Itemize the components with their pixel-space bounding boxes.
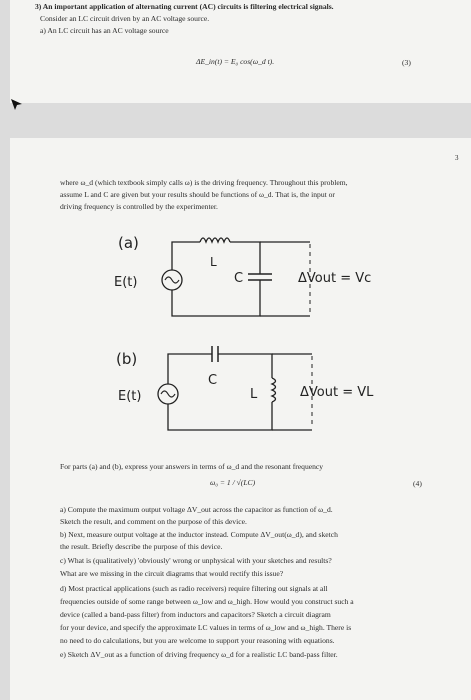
question-d-line-2: frequencies outside of some range between ω_low and ω_high. How would you construct such a	[60, 597, 354, 606]
intro-line-3: driving frequency is controlled by the experimenter.	[60, 202, 218, 211]
question-b-line-2: the result. Briefly describe the purpose of this device.	[60, 542, 223, 551]
circuit-b-inductor-label: L	[250, 387, 258, 402]
equation-4-number: (4)	[413, 479, 422, 488]
question-e-line-1: e) Sketch ΔV_out as a function of driving frequency ω_d for a realistic LC band-pass filter.	[60, 650, 338, 659]
circuit-b-diagram	[10, 338, 471, 458]
problem-3a-line: a) An LC circuit has an AC voltage source	[40, 26, 169, 35]
circuit-b-label: (b)	[116, 350, 138, 368]
circuit-b-output-label: ΔVout = VL	[300, 385, 374, 400]
circuit-a-output-label: ΔVout = Vc	[298, 271, 372, 286]
question-b-line-1: b) Next, measure output voltage at the inductor instead. Compute ΔV_out(ω_d), and sketch	[60, 530, 338, 539]
page-3	[10, 138, 471, 700]
circuit-a-capacitor-label: C	[234, 271, 244, 286]
question-d-line-3: device (called a band-pass filter) from inductors and capacitors? Sketch a circuit diagram	[60, 610, 331, 619]
circuit-a-inductor-label: L	[210, 255, 217, 269]
question-a-line-1: a) Compute the maximum output voltage ΔV_out across the capacitor as function of ω_d.	[60, 505, 333, 514]
circuit-a-diagram	[10, 218, 471, 338]
equation-3-number: (3)	[402, 58, 411, 67]
question-a-line-2: Sketch the result, and comment on the purpose of this device.	[60, 517, 247, 526]
question-d-line-4: for your device, and specify the approximate LC values in terms of ω_low and ω_high. There is	[60, 623, 352, 632]
question-d-line-1: d) Most practical applications (such as radio receivers) require filtering out signals at all	[60, 584, 328, 593]
cursor-arrow-icon	[10, 98, 24, 112]
circuit-a-label: (a)	[118, 234, 139, 252]
question-d-line-5: no need to do calculations, but you are welcome to support your reasoning with equations.	[60, 636, 335, 645]
question-c-line-2: What are we missing in the circuit diagrams that would rectify this issue?	[60, 569, 284, 578]
resonant-frequency-equation: ω₀ = 1 / √(LC)	[210, 478, 256, 487]
parts-intro: For parts (a) and (b), express your answers in terms of ω_d and the resonant frequency	[60, 462, 324, 471]
problem-3-heading: 3) An important application of alternating current (AC) circuits is filtering electrical signals.	[35, 2, 334, 11]
page-number: 3	[455, 154, 459, 162]
inductor-b-icon	[272, 378, 276, 402]
circuit-b-capacitor-label: C	[208, 373, 218, 388]
circuit-a-source-label: E(t)	[114, 275, 138, 290]
intro-line-1: where ω_d (which textbook simply calls ω) is the driving frequency. Throughout this problem,	[60, 178, 348, 187]
problem-3-line-2: Consider an LC circuit driven by an AC voltage source.	[40, 14, 210, 23]
circuit-b-source-label: E(t)	[118, 389, 142, 404]
page-1-bottom	[10, 0, 471, 103]
question-c-line-1: c) What is (qualitatively) 'obviously' wrong or unphysical with your sketches and results?	[60, 556, 332, 565]
equation-3: ΔE_in(t) = E₀ cos(ω_d t).	[196, 57, 275, 66]
inductor-a-icon	[200, 238, 230, 242]
intro-line-2: assume L and C are given but your results should be functions of ω_d. That is, the input or	[60, 190, 335, 199]
